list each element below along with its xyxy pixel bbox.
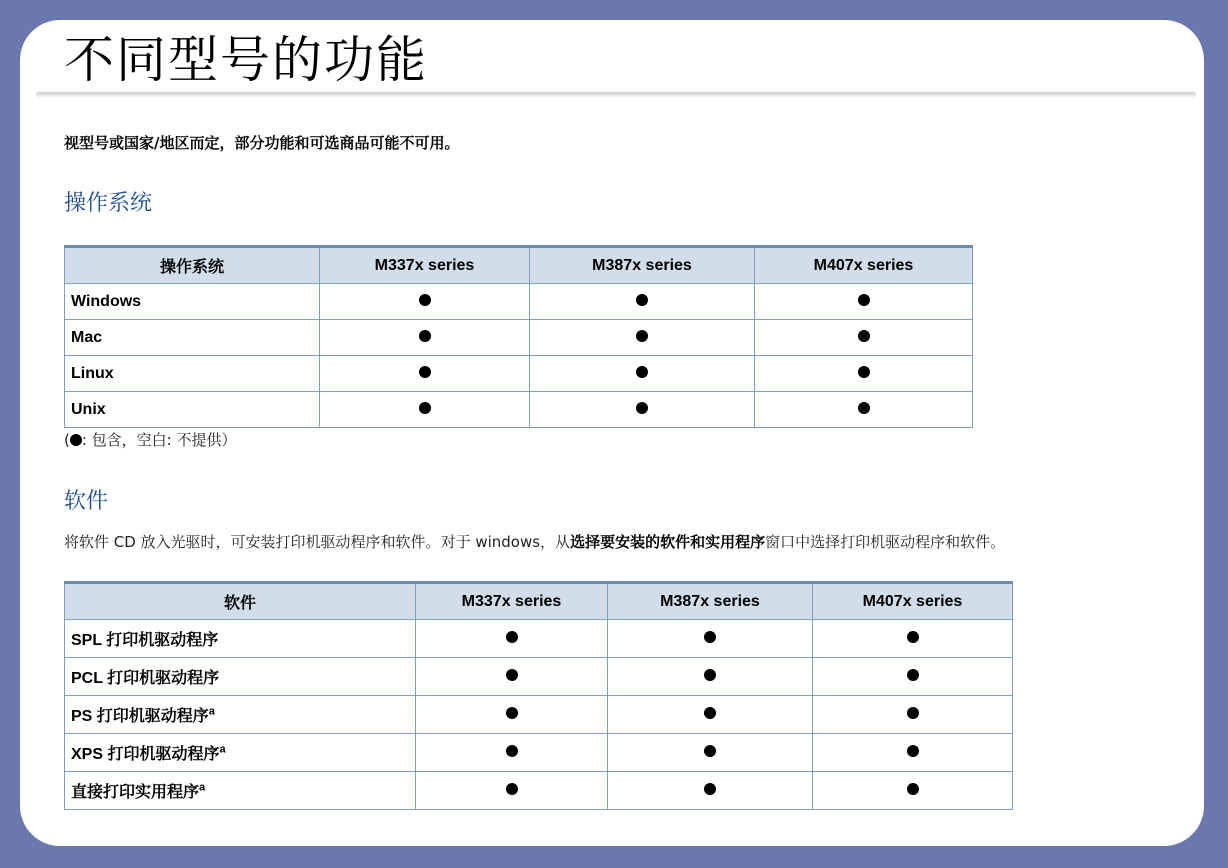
footnote-marker: a <box>208 705 215 718</box>
software-support-cell <box>416 620 608 658</box>
software-row-label-cell <box>65 620 416 658</box>
software-table-row <box>65 734 1013 772</box>
software-table-header-row <box>65 583 1013 620</box>
bullet-icon <box>704 707 716 719</box>
bullet-icon <box>506 783 518 795</box>
bullet-icon <box>419 402 431 414</box>
bullet-icon <box>907 783 919 795</box>
software-section-heading: 软件 <box>64 489 109 514</box>
os-table-row <box>65 392 973 428</box>
intro-note: 视型号或国家/地区而定，部分功能和可选商品可能不可用。 <box>64 134 460 152</box>
software-desc-prefix: 将软件 CD 放入光驱时，可安装打印机驱动程序和软件。对于 windows，从 <box>64 533 571 551</box>
software-description <box>64 531 1005 552</box>
software-col-header: 软件 <box>65 583 416 620</box>
legend-text: : 包含，空白: 不提供） <box>81 431 237 449</box>
software-support-cell <box>608 696 813 734</box>
bullet-icon <box>506 631 518 643</box>
software-row-label: PCL 打印机驱动程序 <box>71 670 220 687</box>
footnote-marker: a <box>199 781 206 794</box>
bullet-icon <box>858 402 870 414</box>
software-table <box>64 581 1013 810</box>
title-divider <box>36 92 1196 98</box>
software-desc-suffix: 窗口中选择打印机驱动程序和软件。 <box>765 533 1006 551</box>
software-row-label: XPS 打印机驱动程序 <box>71 746 220 763</box>
os-col-header: M387x series <box>530 247 755 284</box>
footnote-marker: a <box>219 743 226 756</box>
os-support-cell <box>530 392 755 428</box>
software-support-cell <box>813 658 1013 696</box>
bullet-icon <box>419 366 431 378</box>
legend-note <box>64 429 237 450</box>
page-panel <box>20 20 1204 846</box>
os-support-cell <box>755 320 973 356</box>
os-table-header-row <box>65 247 973 284</box>
os-row-label-cell <box>65 356 320 392</box>
bullet-icon <box>636 330 648 342</box>
bullet-icon <box>636 402 648 414</box>
bullet-icon <box>704 783 716 795</box>
os-row-label-cell <box>65 320 320 356</box>
bullet-icon <box>858 366 870 378</box>
os-table-row <box>65 320 973 356</box>
os-support-cell <box>530 320 755 356</box>
legend-bullet-icon <box>70 434 82 446</box>
software-row-label-cell <box>65 734 416 772</box>
bullet-icon <box>907 631 919 643</box>
software-col-header: M337x series <box>416 583 608 620</box>
bullet-icon <box>419 330 431 342</box>
os-row-label: Windows <box>71 292 142 310</box>
software-support-cell <box>608 734 813 772</box>
software-support-cell <box>813 696 1013 734</box>
bullet-icon <box>506 707 518 719</box>
software-support-cell <box>416 734 608 772</box>
software-row-label: SPL 打印机驱动程序 <box>71 632 219 649</box>
software-table-row <box>65 772 1013 810</box>
os-table <box>64 245 973 428</box>
software-table-row <box>65 620 1013 658</box>
bullet-icon <box>858 330 870 342</box>
bullet-icon <box>907 707 919 719</box>
os-row-label: Linux <box>71 364 114 382</box>
legend-open: ( <box>64 431 70 449</box>
bullet-icon <box>419 294 431 306</box>
os-support-cell <box>320 392 530 428</box>
os-support-cell <box>755 392 973 428</box>
bullet-icon <box>907 745 919 757</box>
os-col-header: 操作系统 <box>65 247 320 284</box>
software-row-label: PS 打印机驱动程序 <box>71 708 209 725</box>
bullet-icon <box>704 669 716 681</box>
os-table-row <box>65 284 973 320</box>
page-title: 不同型号的功能 <box>64 31 428 89</box>
os-section-heading: 操作系统 <box>64 191 153 216</box>
software-support-cell <box>813 734 1013 772</box>
bullet-icon <box>704 631 716 643</box>
os-row-label: Unix <box>71 400 106 418</box>
bullet-icon <box>636 366 648 378</box>
os-support-cell <box>320 356 530 392</box>
bullet-icon <box>907 669 919 681</box>
software-row-label: 直接打印实用程序 <box>71 784 200 801</box>
software-table-row <box>65 696 1013 734</box>
software-row-label-cell <box>65 658 416 696</box>
os-support-cell <box>755 356 973 392</box>
os-col-header: M407x series <box>755 247 973 284</box>
os-col-header: M337x series <box>320 247 530 284</box>
software-col-header: M387x series <box>608 583 813 620</box>
software-support-cell <box>416 658 608 696</box>
os-row-label-cell <box>65 392 320 428</box>
bullet-icon <box>636 294 648 306</box>
os-support-cell <box>530 284 755 320</box>
os-row-label: Mac <box>71 328 103 346</box>
software-support-cell <box>813 620 1013 658</box>
os-support-cell <box>530 356 755 392</box>
software-support-cell <box>416 772 608 810</box>
bullet-icon <box>704 745 716 757</box>
software-support-cell <box>608 658 813 696</box>
bullet-icon <box>858 294 870 306</box>
software-table-row <box>65 658 1013 696</box>
os-table-row <box>65 356 973 392</box>
os-support-cell <box>755 284 973 320</box>
software-desc-bold: 选择要安装的软件和实用程序 <box>570 533 766 551</box>
os-row-label-cell <box>65 284 320 320</box>
software-support-cell <box>608 772 813 810</box>
bullet-icon <box>506 669 518 681</box>
software-row-label-cell <box>65 772 416 810</box>
software-col-header: M407x series <box>813 583 1013 620</box>
software-support-cell <box>813 772 1013 810</box>
os-support-cell <box>320 284 530 320</box>
bullet-icon <box>506 745 518 757</box>
os-support-cell <box>320 320 530 356</box>
software-row-label-cell <box>65 696 416 734</box>
software-support-cell <box>608 620 813 658</box>
software-support-cell <box>416 696 608 734</box>
